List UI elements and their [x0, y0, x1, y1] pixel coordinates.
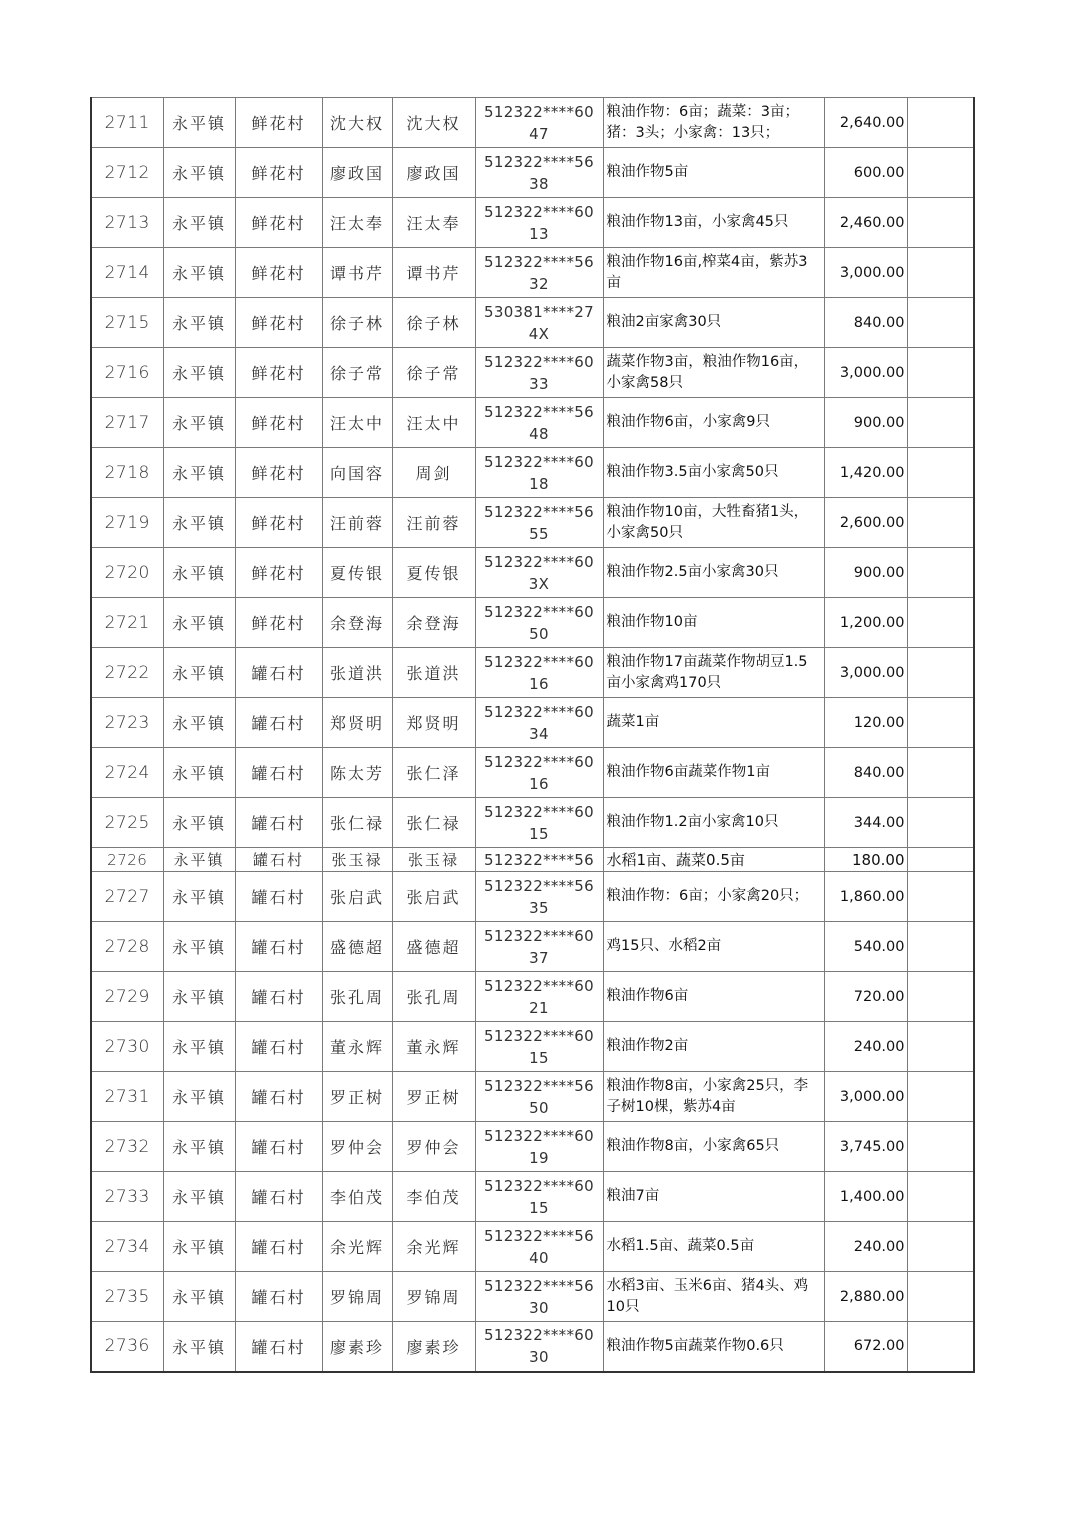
loss-description-cell: 粮油7亩 [603, 1172, 824, 1222]
payee-name-cell: 周剑 [392, 448, 475, 498]
table-row [91, 798, 974, 848]
table-row [91, 198, 974, 248]
loss-description-cell: 水稻1.5亩、蔬菜0.5亩 [603, 1222, 824, 1272]
remarks-cell [907, 698, 974, 748]
table-row [91, 1272, 974, 1322]
amount-cell: 840.00 [824, 298, 907, 348]
id-number-cell: 512322****5655 [475, 498, 603, 548]
id-number-cell: 512322****6047 [475, 98, 603, 148]
remarks-cell [907, 848, 974, 872]
row-number-cell: 2723 [91, 698, 163, 748]
town-cell: 永平镇 [163, 922, 235, 972]
householder-name-cell: 张仁禄 [322, 798, 392, 848]
amount-cell: 840.00 [824, 748, 907, 798]
village-cell: 罐石村 [235, 1172, 322, 1222]
payee-name-cell: 沈大权 [392, 98, 475, 148]
payee-name-cell: 张仁泽 [392, 748, 475, 798]
amount-cell: 2,640.00 [824, 98, 907, 148]
loss-description-cell: 粮油作物3.5亩小家禽50只 [603, 448, 824, 498]
loss-description-cell: 粮油作物8亩，小家禽65只 [603, 1122, 824, 1172]
payee-name-cell: 盛德超 [392, 922, 475, 972]
amount-cell: 240.00 [824, 1022, 907, 1072]
table-row [91, 1172, 974, 1222]
row-number-cell: 2716 [91, 348, 163, 398]
payee-name-cell: 郑贤明 [392, 698, 475, 748]
id-number-cell: 512322****6016 [475, 648, 603, 698]
village-cell: 罐石村 [235, 648, 322, 698]
amount-cell: 3,000.00 [824, 648, 907, 698]
householder-name-cell: 董永辉 [322, 1022, 392, 1072]
loss-description-cell: 粮油作物17亩蔬菜作物胡豆1.5亩小家禽鸡170只 [603, 648, 824, 698]
town-cell: 永平镇 [163, 598, 235, 648]
payee-name-cell: 张仁禄 [392, 798, 475, 848]
loss-description-cell: 粮油作物8亩，小家禽25只，李子树10棵，紫苏4亩 [603, 1072, 824, 1122]
amount-cell: 120.00 [824, 698, 907, 748]
loss-description-cell: 蔬菜作物3亩，粮油作物16亩，小家禽58只 [603, 348, 824, 398]
loss-description-cell: 粮油作物16亩,榨菜4亩，紫苏3亩 [603, 248, 824, 298]
table-row [91, 872, 974, 922]
amount-cell: 900.00 [824, 548, 907, 598]
loss-description-cell: 粮油作物6亩 [603, 972, 824, 1022]
id-number-cell: 512322****603X [475, 548, 603, 598]
town-cell: 永平镇 [163, 498, 235, 548]
payee-name-cell: 罗正树 [392, 1072, 475, 1122]
remarks-cell [907, 448, 974, 498]
row-number-cell: 2735 [91, 1272, 163, 1322]
remarks-cell [907, 972, 974, 1022]
amount-cell: 180.00 [824, 848, 907, 872]
row-number-cell: 2722 [91, 648, 163, 698]
amount-cell: 2,600.00 [824, 498, 907, 548]
row-number-cell: 2715 [91, 298, 163, 348]
payee-name-cell: 汪前蓉 [392, 498, 475, 548]
village-cell: 罐石村 [235, 972, 322, 1022]
payee-name-cell: 张玉禄 [392, 848, 475, 872]
table-row [91, 1122, 974, 1172]
table-row [91, 1072, 974, 1122]
loss-description-cell: 粮油作物13亩，小家禽45只 [603, 198, 824, 248]
id-number-cell: 512322****5650 [475, 1072, 603, 1122]
householder-name-cell: 汪太中 [322, 398, 392, 448]
row-number-cell: 2730 [91, 1022, 163, 1072]
amount-cell: 1,400.00 [824, 1172, 907, 1222]
town-cell: 永平镇 [163, 548, 235, 598]
town-cell: 永平镇 [163, 972, 235, 1022]
table-row [91, 148, 974, 198]
amount-cell: 720.00 [824, 972, 907, 1022]
householder-name-cell: 沈大权 [322, 98, 392, 148]
village-cell: 鲜花村 [235, 148, 322, 198]
loss-description-cell: 粮油作物2亩 [603, 1022, 824, 1072]
payee-name-cell: 汪太奉 [392, 198, 475, 248]
amount-cell: 2,880.00 [824, 1272, 907, 1322]
householder-name-cell: 汪前蓉 [322, 498, 392, 548]
village-cell: 罐石村 [235, 848, 322, 872]
village-cell: 鲜花村 [235, 498, 322, 548]
householder-name-cell: 向国容 [322, 448, 392, 498]
remarks-cell [907, 1172, 974, 1222]
row-number-cell: 2717 [91, 398, 163, 448]
remarks-cell [907, 298, 974, 348]
village-cell: 罐石村 [235, 698, 322, 748]
town-cell: 永平镇 [163, 348, 235, 398]
row-number-cell: 2731 [91, 1072, 163, 1122]
table-row [91, 748, 974, 798]
payee-name-cell: 罗仲会 [392, 1122, 475, 1172]
table-row [91, 598, 974, 648]
village-cell: 罐石村 [235, 1022, 322, 1072]
table-row [91, 922, 974, 972]
row-number-cell: 2728 [91, 922, 163, 972]
id-number-cell: 512322****5648 [475, 398, 603, 448]
remarks-cell [907, 1072, 974, 1122]
householder-name-cell: 张孔周 [322, 972, 392, 1022]
row-number-cell: 2720 [91, 548, 163, 598]
village-cell: 鲜花村 [235, 98, 322, 148]
id-number-cell: 512322****6037 [475, 922, 603, 972]
subsidy-register-sheet [90, 97, 975, 1373]
remarks-cell [907, 98, 974, 148]
id-number-cell: 512322****6018 [475, 448, 603, 498]
amount-cell: 3,745.00 [824, 1122, 907, 1172]
row-number-cell: 2711 [91, 98, 163, 148]
row-number-cell: 2729 [91, 972, 163, 1022]
id-number-cell: 512322****5638 [475, 148, 603, 198]
table-row [91, 848, 974, 872]
payee-name-cell: 余登海 [392, 598, 475, 648]
householder-name-cell: 罗锦周 [322, 1272, 392, 1322]
loss-description-cell: 粮油作物：6亩；小家禽20只； [603, 872, 824, 922]
village-cell: 罐石村 [235, 1122, 322, 1172]
town-cell: 永平镇 [163, 798, 235, 848]
row-number-cell: 2712 [91, 148, 163, 198]
id-number-cell: 512322****5630 [475, 1272, 603, 1322]
id-number-cell: 512322****6015 [475, 1022, 603, 1072]
payee-name-cell: 徐子常 [392, 348, 475, 398]
loss-description-cell: 粮油作物1.2亩小家禽10只 [603, 798, 824, 848]
town-cell: 永平镇 [163, 848, 235, 872]
table-row [91, 298, 974, 348]
row-number-cell: 2724 [91, 748, 163, 798]
id-number-cell: 512322****6030 [475, 1322, 603, 1372]
loss-description-cell: 粮油作物5亩蔬菜作物0.6只 [603, 1322, 824, 1372]
village-cell: 鲜花村 [235, 398, 322, 448]
payee-name-cell: 廖政国 [392, 148, 475, 198]
town-cell: 永平镇 [163, 698, 235, 748]
village-cell: 鲜花村 [235, 348, 322, 398]
town-cell: 永平镇 [163, 398, 235, 448]
id-number-cell: 512322****56 [475, 848, 603, 872]
subsidy-table [90, 97, 975, 1373]
town-cell: 永平镇 [163, 648, 235, 698]
amount-cell: 600.00 [824, 148, 907, 198]
row-number-cell: 2714 [91, 248, 163, 298]
row-number-cell: 2733 [91, 1172, 163, 1222]
table-body [91, 98, 974, 1372]
remarks-cell [907, 922, 974, 972]
amount-cell: 1,860.00 [824, 872, 907, 922]
remarks-cell [907, 248, 974, 298]
village-cell: 鲜花村 [235, 248, 322, 298]
amount-cell: 672.00 [824, 1322, 907, 1372]
id-number-cell: 512322****6013 [475, 198, 603, 248]
amount-cell: 540.00 [824, 922, 907, 972]
remarks-cell [907, 548, 974, 598]
table-row [91, 398, 974, 448]
remarks-cell [907, 648, 974, 698]
householder-name-cell: 陈太芳 [322, 748, 392, 798]
table-row [91, 448, 974, 498]
householder-name-cell: 余光辉 [322, 1222, 392, 1272]
householder-name-cell: 廖素珍 [322, 1322, 392, 1372]
amount-cell: 3,000.00 [824, 1072, 907, 1122]
amount-cell: 2,460.00 [824, 198, 907, 248]
town-cell: 永平镇 [163, 1022, 235, 1072]
loss-description-cell: 粮油2亩家禽30只 [603, 298, 824, 348]
householder-name-cell: 罗正树 [322, 1072, 392, 1122]
payee-name-cell: 罗锦周 [392, 1272, 475, 1322]
village-cell: 罐石村 [235, 1322, 322, 1372]
town-cell: 永平镇 [163, 1122, 235, 1172]
id-number-cell: 512322****5635 [475, 872, 603, 922]
payee-name-cell: 余光辉 [392, 1222, 475, 1272]
town-cell: 永平镇 [163, 872, 235, 922]
remarks-cell [907, 348, 974, 398]
remarks-cell [907, 598, 974, 648]
remarks-cell [907, 498, 974, 548]
village-cell: 罐石村 [235, 1222, 322, 1272]
remarks-cell [907, 798, 974, 848]
village-cell: 鲜花村 [235, 448, 322, 498]
id-number-cell: 512322****6016 [475, 748, 603, 798]
row-number-cell: 2721 [91, 598, 163, 648]
village-cell: 罐石村 [235, 748, 322, 798]
town-cell: 永平镇 [163, 1172, 235, 1222]
table-row [91, 498, 974, 548]
amount-cell: 1,420.00 [824, 448, 907, 498]
payee-name-cell: 谭书芹 [392, 248, 475, 298]
payee-name-cell: 李伯茂 [392, 1172, 475, 1222]
householder-name-cell: 张玉禄 [322, 848, 392, 872]
id-number-cell: 512322****5632 [475, 248, 603, 298]
amount-cell: 3,000.00 [824, 348, 907, 398]
householder-name-cell: 张道洪 [322, 648, 392, 698]
householder-name-cell: 廖政国 [322, 148, 392, 198]
amount-cell: 3,000.00 [824, 248, 907, 298]
village-cell: 鲜花村 [235, 548, 322, 598]
table-row [91, 98, 974, 148]
loss-description-cell: 鸡15只、水稻2亩 [603, 922, 824, 972]
payee-name-cell: 徐子林 [392, 298, 475, 348]
table-row [91, 972, 974, 1022]
amount-cell: 240.00 [824, 1222, 907, 1272]
amount-cell: 1,200.00 [824, 598, 907, 648]
remarks-cell [907, 1322, 974, 1372]
table-row [91, 248, 974, 298]
table-row [91, 1222, 974, 1272]
remarks-cell [907, 398, 974, 448]
payee-name-cell: 廖素珍 [392, 1322, 475, 1372]
householder-name-cell: 徐子常 [322, 348, 392, 398]
id-number-cell: 512322****6015 [475, 1172, 603, 1222]
householder-name-cell: 张启武 [322, 872, 392, 922]
id-number-cell: 512322****6050 [475, 598, 603, 648]
town-cell: 永平镇 [163, 98, 235, 148]
town-cell: 永平镇 [163, 248, 235, 298]
loss-description-cell: 粮油作物6亩蔬菜作物1亩 [603, 748, 824, 798]
village-cell: 罐石村 [235, 922, 322, 972]
town-cell: 永平镇 [163, 1272, 235, 1322]
table-row [91, 648, 974, 698]
householder-name-cell: 李伯茂 [322, 1172, 392, 1222]
village-cell: 罐石村 [235, 798, 322, 848]
loss-description-cell: 粮油作物10亩，大牲畜猪1头，小家禽50只 [603, 498, 824, 548]
loss-description-cell: 水稻3亩、玉米6亩、猪4头、鸡10只 [603, 1272, 824, 1322]
householder-name-cell: 郑贤明 [322, 698, 392, 748]
row-number-cell: 2734 [91, 1222, 163, 1272]
loss-description-cell: 蔬菜1亩 [603, 698, 824, 748]
loss-description-cell: 粮油作物2.5亩小家禽30只 [603, 548, 824, 598]
id-number-cell: 512322****6019 [475, 1122, 603, 1172]
payee-name-cell: 夏传银 [392, 548, 475, 598]
town-cell: 永平镇 [163, 1322, 235, 1372]
row-number-cell: 2713 [91, 198, 163, 248]
householder-name-cell: 盛德超 [322, 922, 392, 972]
remarks-cell [907, 148, 974, 198]
payee-name-cell: 张启武 [392, 872, 475, 922]
table-row [91, 548, 974, 598]
town-cell: 永平镇 [163, 448, 235, 498]
id-number-cell: 512322****6034 [475, 698, 603, 748]
amount-cell: 900.00 [824, 398, 907, 448]
village-cell: 鲜花村 [235, 298, 322, 348]
town-cell: 永平镇 [163, 148, 235, 198]
table-row [91, 1322, 974, 1372]
row-number-cell: 2725 [91, 798, 163, 848]
remarks-cell [907, 872, 974, 922]
town-cell: 永平镇 [163, 748, 235, 798]
town-cell: 永平镇 [163, 198, 235, 248]
loss-description-cell: 粮油作物6亩，小家禽9只 [603, 398, 824, 448]
village-cell: 鲜花村 [235, 198, 322, 248]
payee-name-cell: 董永辉 [392, 1022, 475, 1072]
householder-name-cell: 罗仲会 [322, 1122, 392, 1172]
id-number-cell: 512322****6021 [475, 972, 603, 1022]
householder-name-cell: 余登海 [322, 598, 392, 648]
id-number-cell: 512322****6033 [475, 348, 603, 398]
payee-name-cell: 张道洪 [392, 648, 475, 698]
loss-description-cell: 粮油作物5亩 [603, 148, 824, 198]
loss-description-cell: 粮油作物：6亩；蔬菜：3亩；猪：3头；小家禽：13只； [603, 98, 824, 148]
town-cell: 永平镇 [163, 298, 235, 348]
village-cell: 罐石村 [235, 872, 322, 922]
householder-name-cell: 汪太奉 [322, 198, 392, 248]
row-number-cell: 2732 [91, 1122, 163, 1172]
id-number-cell: 512322****5640 [475, 1222, 603, 1272]
table-row [91, 698, 974, 748]
remarks-cell [907, 1022, 974, 1072]
remarks-cell [907, 1272, 974, 1322]
row-number-cell: 2736 [91, 1322, 163, 1372]
payee-name-cell: 汪太中 [392, 398, 475, 448]
table-row [91, 348, 974, 398]
row-number-cell: 2719 [91, 498, 163, 548]
town-cell: 永平镇 [163, 1072, 235, 1122]
loss-description-cell: 粮油作物10亩 [603, 598, 824, 648]
village-cell: 罐石村 [235, 1072, 322, 1122]
village-cell: 罐石村 [235, 1272, 322, 1322]
id-number-cell: 530381****274X [475, 298, 603, 348]
village-cell: 鲜花村 [235, 598, 322, 648]
householder-name-cell: 谭书芹 [322, 248, 392, 298]
town-cell: 永平镇 [163, 1222, 235, 1272]
remarks-cell [907, 1122, 974, 1172]
loss-description-cell: 水稻1亩、蔬菜0.5亩 [603, 848, 824, 872]
row-number-cell: 2718 [91, 448, 163, 498]
remarks-cell [907, 198, 974, 248]
row-number-cell: 2727 [91, 872, 163, 922]
payee-name-cell: 张孔周 [392, 972, 475, 1022]
id-number-cell: 512322****6015 [475, 798, 603, 848]
amount-cell: 344.00 [824, 798, 907, 848]
householder-name-cell: 夏传银 [322, 548, 392, 598]
table-row [91, 1022, 974, 1072]
remarks-cell [907, 1222, 974, 1272]
remarks-cell [907, 748, 974, 798]
row-number-cell: 2726 [91, 848, 163, 872]
householder-name-cell: 徐子林 [322, 298, 392, 348]
